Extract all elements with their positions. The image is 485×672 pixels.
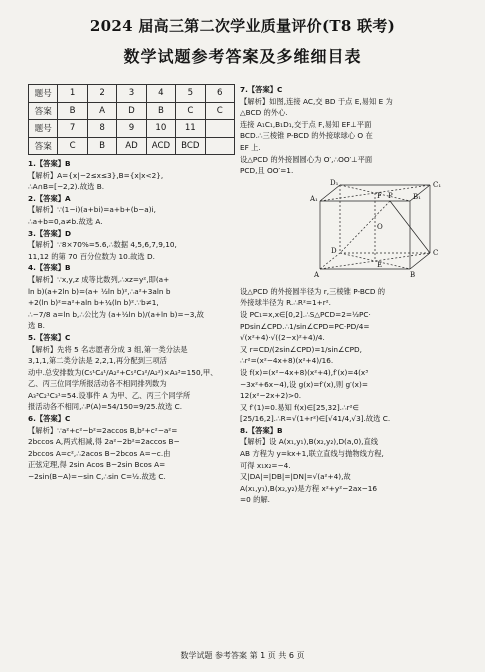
right-solutions-top	[240, 84, 465, 177]
title-line-1: 2024 届高三第二次学业质量评价(T8 联考)	[89, 17, 396, 35]
answer-table-cell: 7	[58, 120, 87, 138]
answer-table-cell: 11	[176, 120, 205, 138]
solution-line: 1.【答案】B	[28, 159, 71, 168]
label-o: O	[377, 222, 383, 231]
solution-line: 3.【答案】D	[28, 228, 72, 238]
solution-line: 【解析】设 A(x₁,y₁),B(x₂,y₂),D(a,0),直线	[240, 437, 379, 447]
solution-line: =0 的解.	[240, 495, 270, 505]
solution-line: [25/16,2].∴R=√(1+r²)∈[√41/4,√3].故选 C.	[240, 414, 391, 424]
answer-table-cell: 8	[87, 120, 116, 138]
answer-table-cell	[205, 120, 234, 138]
solution-line: 4.【答案】B	[28, 263, 71, 273]
answer-table-cell: A	[87, 102, 116, 120]
solution-line: 8.【答案】B	[240, 425, 283, 435]
solution-line: 3,1,1,第二类分法是 2,2,1,再分配到三项活	[28, 356, 167, 366]
solution-line: 可得 x₁x₂=−4.	[240, 460, 291, 470]
answer-table-row	[29, 120, 235, 138]
answer-table-cell: ACD	[146, 137, 175, 155]
answer-table-cell: 10	[146, 120, 175, 138]
right-solutions-bottom	[240, 286, 465, 506]
answer-table-cell: 2	[87, 85, 116, 103]
solution-line: 连接 A₁C₁,B₁D₁,交于点 F,易知 EF⊥平面	[240, 119, 372, 129]
solution-line: 动中.总安排数为(C₅¹C₄¹/A₂²+C₅²C₃²/A₂²)×A₃³=150,甲、	[28, 367, 218, 377]
solution-line: 【解析】∵a²+c²−b²=2accos B,b²+c²−a²=	[28, 425, 178, 435]
answer-table-cell	[205, 137, 234, 155]
answer-table-row	[29, 102, 235, 120]
solution-line: 【解析】先将 5 名志愿者分成 3 组,第一类分法是	[28, 344, 188, 354]
cube-figure	[270, 179, 470, 279]
label-b: B	[410, 270, 416, 279]
solution-line: PCD,且 OO′=1.	[240, 166, 294, 176]
answer-table-cell: C	[205, 102, 234, 120]
label-b1: B₁	[413, 192, 421, 201]
solution-line: ∴a+b=0,a≠b.故选 A.	[28, 216, 103, 226]
solution-line: 【解析】∵(1−i)(a+bi)=a+b+(b−a)i,	[28, 205, 156, 215]
solution-line: ∴r²=(x²−4x+8)(x²+4)/16.	[240, 356, 334, 366]
solution-line: 【解析】如图,连接 AC,交 BD 于点 E,易知 E 为	[240, 96, 393, 106]
label-e: E	[377, 260, 383, 269]
solution-line: A(x₁,y₁),B(x₂,y₂)是方程 x²+y²−2ax−16	[240, 483, 378, 493]
answer-table-cell: 4	[146, 85, 175, 103]
solution-line: 又|DA|=|DB|=|DN|=√(a²+4),故	[240, 472, 351, 482]
answer-table	[28, 84, 235, 155]
solution-line: ∴A∩B=[−2,2).故选 B.	[28, 182, 105, 192]
answer-table-cell: 3	[117, 85, 146, 103]
solution-line: 6.【答案】C	[28, 414, 71, 424]
solution-line: PDsin∠CPD.∴1/sin∠CPD=PC·PD/4=	[240, 321, 370, 331]
solution-line: 2.【答案】A	[28, 193, 71, 203]
solution-line: 设 f(x)=(x²−4x+8)(x²+4),f′(x)=4(x³	[240, 367, 369, 377]
solution-line: −3x²+6x−4),设 g(x)=f′(x),则 g′(x)=	[240, 379, 368, 389]
solution-line: ln b)(a+2ln b)=(a+ ½ln b)²,∴a²+3aln b	[28, 286, 171, 296]
solution-line: 12(x²−2x+2)>0.	[240, 391, 302, 401]
solution-line: 设 PC₁=x,x∈[0,2].∴S△PCD=2=½PC·	[240, 309, 371, 319]
label-a: A	[314, 270, 320, 279]
answer-table-cell: B	[58, 102, 87, 120]
answer-table-cell: C	[58, 137, 87, 155]
solution-line: 乙、丙三位同学所报活动各不相同排列数为	[28, 379, 167, 389]
solution-line: 又 r=CD/(2sin∠CPD)=1/sin∠CPD,	[240, 344, 362, 354]
solution-line: EF 上.	[240, 142, 261, 152]
solution-line: BCD.∴三棱锥 P-BCD 的外接球球心 O 在	[240, 131, 373, 141]
answer-table-row	[29, 85, 235, 103]
solution-line: 【解析】∵8×70%=5.6,∴数据 4,5,6,7,9,10,	[28, 240, 177, 250]
answer-table-cell: B	[87, 137, 116, 155]
answer-table-cell: BCD	[176, 137, 205, 155]
solution-line: 报活动各不相同,∴P(A)=54/150=9/25.故选 C.	[28, 402, 183, 412]
solution-line: A₃³C₂¹C₃¹=54.设事件 A 为甲、乙、丙三个同学所	[28, 390, 191, 400]
answer-table-cell: 题号	[29, 85, 58, 103]
solution-line: 【解析】∵x,y,z 成等比数列,∴xz=y²,即(a+	[28, 274, 170, 284]
label-f: F	[377, 191, 382, 200]
solution-line: 2bccos A=c²,∴2acos B−2bcos A=−c.由	[28, 448, 171, 458]
solution-line: △BCD 的外心.	[240, 108, 288, 118]
solution-line: AB 方程为 y=kx+1,联立直线与抛物线方程,	[240, 449, 384, 459]
solution-line: 【解析】A={x|−2≤x≤3},B={x|x<2},	[28, 170, 164, 180]
label-c1: C₁	[433, 180, 442, 189]
left-column	[28, 84, 235, 483]
solution-line: 设△PCD 的外接圆圆心为 O′,∴OO′⊥平面	[240, 154, 373, 164]
answer-table-cell: 6	[205, 85, 234, 103]
left-solutions	[28, 158, 235, 483]
solution-line: ∴−7/8 a=ln b,∴公比为 (a+½ln b)/(a+ln b)=−3,故	[28, 309, 204, 319]
label-p: P	[388, 191, 393, 200]
answer-table-cell: AD	[117, 137, 146, 155]
answer-table-cell: C	[176, 102, 205, 120]
solution-line: 又 f′(1)=0.易知 f(x)∈[25,32].∴r²∈	[240, 402, 359, 412]
solution-line: 7.【答案】C	[240, 85, 283, 94]
answer-table-cell: 题号	[29, 120, 58, 138]
answer-table-cell: D	[117, 102, 146, 120]
solution-line: 设△PCD 的外接圆半径为 r,三棱锥 P-BCD 的	[240, 286, 386, 296]
solution-line: 5.【答案】C	[28, 332, 71, 342]
solution-line: 11,12 的第 70 百分位数为 10.故选 D.	[28, 251, 155, 261]
label-c: C	[433, 248, 439, 257]
solution-line: 外接球半径为 R.∴R²=1+r².	[240, 298, 331, 308]
page-footer: 数学试题 参考答案 第 1 页 共 6 页	[180, 651, 305, 660]
answer-table-cell: 1	[58, 85, 87, 103]
solution-line: 2bccos A,两式相减,得 2a²−2b²=2accos B−	[28, 437, 180, 447]
answer-table-cell: 9	[117, 120, 146, 138]
label-d: D	[331, 246, 337, 255]
label-a1: A₁	[310, 194, 318, 203]
title-line-2: 数学试题参考答案及多维细目表	[123, 47, 362, 66]
answer-table-cell: B	[146, 102, 175, 120]
solution-line: 选 B.	[28, 321, 45, 331]
solution-line: 正弦定理,得 2sin Acos B−2sin Bcos A=	[28, 460, 166, 470]
answer-table-row	[29, 137, 235, 155]
right-column	[240, 84, 465, 506]
label-d1: D₁	[330, 178, 339, 187]
solution-line: √(x²+4)·√((2−x)²+4)/4.	[240, 333, 325, 343]
answer-table-cell: 答案	[29, 102, 58, 120]
answer-table-cell: 答案	[29, 137, 58, 155]
solution-line: +2(ln b)²=a²+aln b+¼(ln b)².∵b≠1,	[28, 298, 159, 308]
answer-table-cell: 5	[176, 85, 205, 103]
solution-line: −2sin(B−A)=−sin C,∴sin C=½.故选 C.	[28, 472, 166, 482]
